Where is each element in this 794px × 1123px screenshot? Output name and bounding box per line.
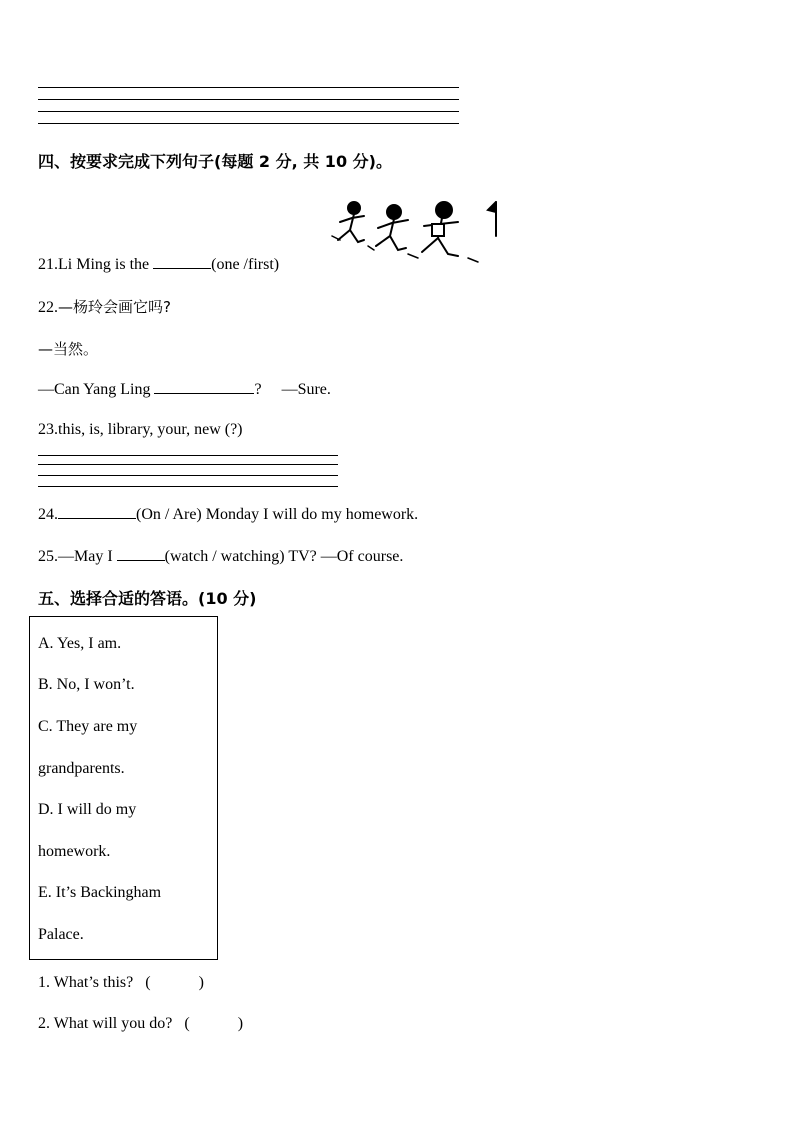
question-21 — [38, 254, 279, 274]
question-22-zh-question — [38, 296, 171, 317]
answer-line — [38, 99, 459, 100]
running-children-illustration — [328, 196, 506, 266]
question-25 — [38, 546, 403, 566]
answer-line — [38, 111, 459, 112]
question-22-english — [38, 379, 331, 399]
option-line: E. It’s Backingham — [38, 884, 162, 901]
question-number: 25. — [38, 548, 58, 565]
option-line: D. I will do my — [38, 801, 137, 818]
question-text: 2. What will you do? — [38, 1015, 173, 1032]
answer-line — [38, 464, 338, 465]
option-line: C. They are my — [38, 718, 138, 735]
question-text: —May I — [58, 548, 113, 565]
answer-line — [38, 123, 459, 124]
answer-paren[interactable]: ( ) — [184, 1015, 244, 1032]
answer-line — [38, 475, 338, 476]
question-24 — [38, 504, 418, 524]
section-4-heading: 四、按要求完成下列句子(每题 2 分, 共 10 分)。 — [38, 152, 392, 171]
question-text: 1. What’s this? — [38, 974, 134, 991]
option-line: grandparents. — [38, 760, 125, 777]
answer-blank[interactable] — [117, 546, 165, 561]
question-23 — [38, 421, 243, 439]
question-hint: (one /first) — [211, 256, 280, 273]
question-text: (On / Are) Monday I will do my homework. — [136, 506, 419, 523]
question-text-zh: —杨玲会画它吗? — [58, 298, 171, 316]
option-line: Palace. — [38, 926, 84, 943]
section-5-heading: 五、选择合适的答语。(10 分) — [38, 589, 257, 608]
matching-question — [38, 1015, 243, 1033]
question-22-zh-answer: —当然。 — [38, 340, 99, 358]
question-number: 24. — [38, 506, 58, 523]
question-number: 21. — [38, 256, 58, 273]
question-text: Li Ming is the — [58, 256, 150, 273]
answer-blank[interactable] — [154, 379, 254, 394]
answer-line — [38, 455, 338, 456]
matching-question — [38, 974, 204, 992]
answer-line — [38, 486, 338, 487]
answer-blank[interactable] — [58, 504, 136, 519]
option-line: B. No, I won’t. — [38, 676, 135, 693]
reply-text: —Sure. — [281, 381, 331, 398]
question-text: (watch / watching) TV? —Of course. — [164, 548, 404, 565]
question-number: 23. — [38, 421, 58, 438]
answer-paren[interactable]: ( ) — [145, 974, 204, 991]
answer-options-box — [29, 616, 218, 960]
question-mark: ? — [254, 381, 262, 398]
question-text: —Can Yang Ling — [38, 381, 151, 398]
question-text: this, is, library, your, new (?) — [58, 421, 243, 438]
answer-blank[interactable] — [153, 254, 211, 269]
answer-line — [38, 87, 459, 88]
question-number: 22. — [38, 299, 58, 316]
option-line: homework. — [38, 843, 111, 860]
option-line: A. Yes, I am. — [38, 635, 122, 652]
